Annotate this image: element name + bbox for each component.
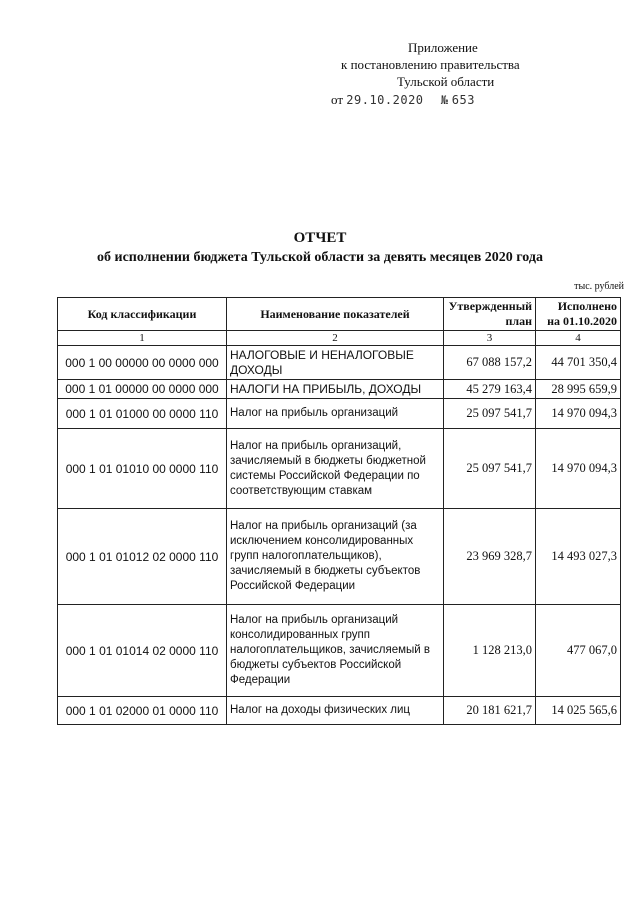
row-name: Налог на прибыль организаций, зачисляемый в бюджеты бюджетной системы Российской Федерации по соответствующим ставкам xyxy=(227,429,444,509)
document-subtitle: об исполнении бюджета Тульской области за девять месяцев 2020 года xyxy=(97,250,543,265)
table-row xyxy=(58,697,621,725)
annex-region: Тульской области xyxy=(397,74,495,89)
row-executed: 28 995 659,9 xyxy=(536,380,621,399)
budget-report-table xyxy=(57,297,621,725)
header-executed-line1: Исполнено xyxy=(557,299,617,313)
number-label: № xyxy=(440,93,449,107)
row-name: НАЛОГОВЫЕ И НЕНАЛОГОВЫЕ ДОХОДЫ xyxy=(227,346,444,380)
header-name: Наименование показателей xyxy=(227,298,444,331)
row-executed: 14 025 565,6 xyxy=(536,697,621,725)
row-approved: 25 097 541,7 xyxy=(444,429,536,509)
row-code: 000 1 01 01000 00 0000 110 xyxy=(58,399,227,429)
index-cell: 2 xyxy=(227,331,444,346)
table-index-row xyxy=(58,331,621,346)
header-approved-line1: Утвержденный xyxy=(448,299,532,313)
resolution-date: 29.10.2020 xyxy=(346,93,424,107)
header-executed-line2: на 01.10.2020 xyxy=(547,314,617,328)
annex-date-number xyxy=(331,92,475,108)
row-name: НАЛОГИ НА ПРИБЫЛЬ, ДОХОДЫ xyxy=(227,380,444,399)
table-row xyxy=(58,429,621,509)
resolution-number: 653 xyxy=(451,93,475,107)
row-name: Налог на доходы физических лиц xyxy=(227,697,444,725)
row-executed: 477 067,0 xyxy=(536,605,621,697)
row-approved: 1 128 213,0 xyxy=(444,605,536,697)
table-row xyxy=(58,380,621,399)
row-code: 000 1 01 01010 00 0000 110 xyxy=(58,429,227,509)
row-code: 000 1 00 00000 00 0000 000 xyxy=(58,346,227,380)
table-row xyxy=(58,346,621,380)
table-row xyxy=(58,605,621,697)
row-approved: 45 279 163,4 xyxy=(444,380,536,399)
row-code: 000 1 01 01012 02 0000 110 xyxy=(58,509,227,605)
annex-resolution: к постановлению правительства xyxy=(341,57,520,72)
row-approved: 25 097 541,7 xyxy=(444,399,536,429)
row-approved: 20 181 621,7 xyxy=(444,697,536,725)
header-code: Код классификации xyxy=(58,298,227,331)
row-code: 000 1 01 02000 01 0000 110 xyxy=(58,697,227,725)
table-row xyxy=(58,399,621,429)
index-cell: 3 xyxy=(444,331,536,346)
row-executed: 14 970 094,3 xyxy=(536,399,621,429)
units-label: тыс. рублей xyxy=(574,281,624,292)
row-executed: 14 970 094,3 xyxy=(536,429,621,509)
header-executed xyxy=(536,298,621,331)
row-executed: 44 701 350,4 xyxy=(536,346,621,380)
annex-title: Приложение xyxy=(408,40,478,55)
row-name: Налог на прибыль организаций xyxy=(227,399,444,429)
row-code: 000 1 01 01014 02 0000 110 xyxy=(58,605,227,697)
table-header-row xyxy=(58,298,621,331)
index-cell: 1 xyxy=(58,331,227,346)
table-row xyxy=(58,509,621,605)
from-label: от xyxy=(331,92,344,107)
header-approved-line2: план xyxy=(505,314,532,328)
row-name: Налог на прибыль организаций консолидированных групп налогоплательщиков, зачисляемый в бюджеты субъектов Российской Федерации xyxy=(227,605,444,697)
row-approved: 67 088 157,2 xyxy=(444,346,536,380)
header-approved xyxy=(444,298,536,331)
index-cell: 4 xyxy=(536,331,621,346)
row-executed: 14 493 027,3 xyxy=(536,509,621,605)
row-name: Налог на прибыль организаций (за исключением консолидированных групп налогоплательщиков), зачисляемый в бюджеты субъектов Российской Федерации xyxy=(227,509,444,605)
row-code: 000 1 01 00000 00 0000 000 xyxy=(58,380,227,399)
document-title: ОТЧЕТ xyxy=(293,230,347,246)
row-approved: 23 969 328,7 xyxy=(444,509,536,605)
